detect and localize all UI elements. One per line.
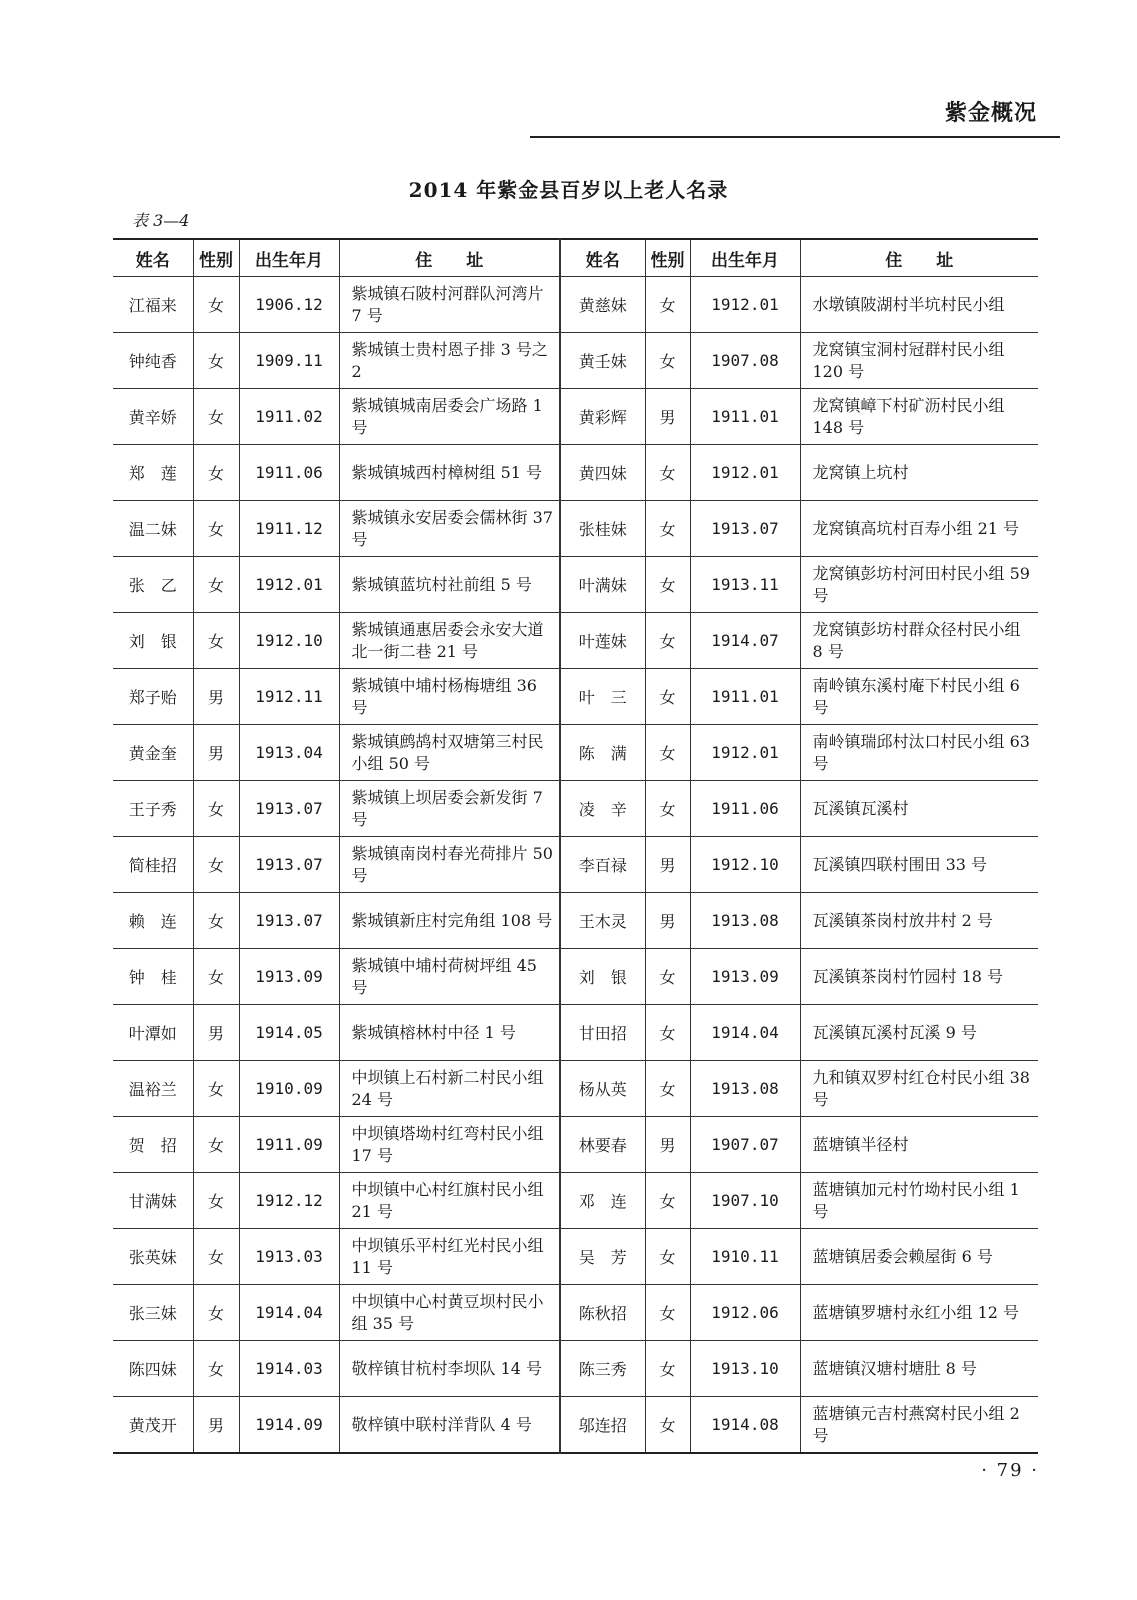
- name-cell: 张桂妹: [560, 501, 645, 557]
- birth-cell: 1913.11: [690, 557, 800, 613]
- address-cell: 瓦溪镇茶岗村竹园村 18 号: [800, 949, 1038, 1005]
- gender-cell: 女: [645, 277, 690, 333]
- birth-cell: 1914.08: [690, 1397, 800, 1454]
- gender-cell: 女: [193, 445, 239, 501]
- name-cell: 甘满妹: [113, 1173, 193, 1229]
- gender-cell: 女: [645, 445, 690, 501]
- gender-cell: 男: [193, 669, 239, 725]
- name-cell: 黄壬妹: [560, 333, 645, 389]
- address-cell: 蓝塘镇居委会赖屋街 6 号: [800, 1229, 1038, 1285]
- gender-cell: 女: [645, 1229, 690, 1285]
- birth-cell: 1910.09: [239, 1061, 339, 1117]
- gender-cell: 女: [645, 1397, 690, 1454]
- gender-cell: 女: [193, 501, 239, 557]
- address-cell: 中坝镇中心村红旗村民小组 21 号: [339, 1173, 560, 1229]
- birth-cell: 1913.07: [239, 893, 339, 949]
- table-row: [113, 277, 1038, 333]
- table-row: [113, 669, 1038, 725]
- name-cell: 邬连招: [560, 1397, 645, 1454]
- table-row: [113, 333, 1038, 389]
- address-cell: 中坝镇塔坳村红弯村民小组 17 号: [339, 1117, 560, 1173]
- gender-cell: 女: [645, 1005, 690, 1061]
- name-cell: 王子秀: [113, 781, 193, 837]
- name-cell: 叶 三: [560, 669, 645, 725]
- birth-cell: 1914.03: [239, 1341, 339, 1397]
- birth-cell: 1914.05: [239, 1005, 339, 1061]
- birth-cell: 1914.07: [690, 613, 800, 669]
- name-cell: 黄彩辉: [560, 389, 645, 445]
- address-cell: 敬梓镇中联村洋背队 4 号: [339, 1397, 560, 1454]
- table-row: [113, 1285, 1038, 1341]
- gender-cell: 女: [193, 1173, 239, 1229]
- address-cell: 中坝镇中心村黄豆坝村民小组 35 号: [339, 1285, 560, 1341]
- table-row: [113, 557, 1038, 613]
- address-cell: 紫城镇城西村樟树组 51 号: [339, 445, 560, 501]
- birth-cell: 1911.09: [239, 1117, 339, 1173]
- page-number: · 79 ·: [981, 1460, 1039, 1481]
- birth-cell: 1907.07: [690, 1117, 800, 1173]
- name-cell: 钟纯香: [113, 333, 193, 389]
- name-cell: 郑子贻: [113, 669, 193, 725]
- address-cell: 龙窝镇上坑村: [800, 445, 1038, 501]
- address-cell: 瓦溪镇四联村围田 33 号: [800, 837, 1038, 893]
- name-cell: 温二妹: [113, 501, 193, 557]
- birth-cell: 1913.10: [690, 1341, 800, 1397]
- gender-cell: 女: [645, 613, 690, 669]
- gender-cell: 女: [645, 501, 690, 557]
- table-row: [113, 389, 1038, 445]
- name-cell: 黄慈妹: [560, 277, 645, 333]
- name-cell: 李百禄: [560, 837, 645, 893]
- section-header-title: 紫金概况: [944, 101, 1037, 126]
- name-cell: 杨从英: [560, 1061, 645, 1117]
- name-cell: 陈秋招: [560, 1285, 645, 1341]
- name-cell: 钟 桂: [113, 949, 193, 1005]
- page-title: 2014 年紫金县百岁以上老人名录: [408, 178, 729, 202]
- gender-cell: 男: [193, 1005, 239, 1061]
- address-cell: 瓦溪镇瓦溪村: [800, 781, 1038, 837]
- birth-cell: 1911.01: [690, 389, 800, 445]
- address-cell: 紫城镇石陂村河群队河湾片 7 号: [339, 277, 560, 333]
- address-cell: 中坝镇乐平村红光村民小组 11 号: [339, 1229, 560, 1285]
- address-cell: 蓝塘镇加元村竹坳村民小组 1 号: [800, 1173, 1038, 1229]
- birth-cell: 1913.04: [239, 725, 339, 781]
- address-cell: 水墩镇陂湖村半坑村民小组: [800, 277, 1038, 333]
- address-cell: 紫城镇鹧鸪村双塘第三村民小组 50 号: [339, 725, 560, 781]
- name-cell: 张 乙: [113, 557, 193, 613]
- table-row: [113, 837, 1038, 893]
- gender-cell: 男: [645, 837, 690, 893]
- gender-cell: 女: [193, 781, 239, 837]
- birth-cell: 1912.10: [239, 613, 339, 669]
- gender-cell: 女: [645, 333, 690, 389]
- table-row: [113, 1117, 1038, 1173]
- header-address: 住 址: [339, 239, 560, 277]
- birth-cell: 1914.04: [239, 1285, 339, 1341]
- birth-cell: 1911.01: [690, 669, 800, 725]
- table-body: [113, 277, 1038, 1454]
- table-row: [113, 613, 1038, 669]
- name-cell: 张三妹: [113, 1285, 193, 1341]
- name-cell: 陈 满: [560, 725, 645, 781]
- address-cell: 瓦溪镇瓦溪村瓦溪 9 号: [800, 1005, 1038, 1061]
- gender-cell: 女: [645, 1061, 690, 1117]
- gender-cell: 女: [645, 1285, 690, 1341]
- gender-cell: 女: [193, 1285, 239, 1341]
- name-cell: 刘 银: [560, 949, 645, 1005]
- table-row: [113, 501, 1038, 557]
- gender-cell: 女: [645, 557, 690, 613]
- address-cell: 龙窝镇宝洞村冠群村民小组 120 号: [800, 333, 1038, 389]
- name-cell: 甘田招: [560, 1005, 645, 1061]
- address-cell: 蓝塘镇罗塘村永红小组 12 号: [800, 1285, 1038, 1341]
- name-cell: 林要春: [560, 1117, 645, 1173]
- gender-cell: 男: [645, 1117, 690, 1173]
- birth-cell: 1909.11: [239, 333, 339, 389]
- birth-cell: 1912.01: [239, 557, 339, 613]
- address-cell: 蓝塘镇汉塘村塘肚 8 号: [800, 1341, 1038, 1397]
- name-cell: 凌 辛: [560, 781, 645, 837]
- table-row: [113, 781, 1038, 837]
- address-cell: 紫城镇士贵村恩子排 3 号之 2: [339, 333, 560, 389]
- name-cell: 叶满妹: [560, 557, 645, 613]
- gender-cell: 女: [193, 1061, 239, 1117]
- gender-cell: 女: [645, 781, 690, 837]
- header-birth-2: 出生年月: [690, 239, 800, 277]
- name-cell: 郑 莲: [113, 445, 193, 501]
- table-row: [113, 1061, 1038, 1117]
- address-cell: 紫城镇中埔村杨梅塘组 36 号: [339, 669, 560, 725]
- name-cell: 王木灵: [560, 893, 645, 949]
- name-cell: 邓 连: [560, 1173, 645, 1229]
- gender-cell: 女: [193, 893, 239, 949]
- name-cell: 黄四妹: [560, 445, 645, 501]
- birth-cell: 1907.08: [690, 333, 800, 389]
- name-cell: 叶莲妹: [560, 613, 645, 669]
- table-row: [113, 1341, 1038, 1397]
- address-cell: 紫城镇新庄村完角组 108 号: [339, 893, 560, 949]
- birth-cell: 1912.10: [690, 837, 800, 893]
- birth-cell: 1913.03: [239, 1229, 339, 1285]
- table-label: 表 3—4: [132, 211, 190, 230]
- gender-cell: 女: [193, 557, 239, 613]
- birth-cell: 1911.02: [239, 389, 339, 445]
- address-cell: 紫城镇上坝居委会新发街 7 号: [339, 781, 560, 837]
- gender-cell: 女: [193, 1341, 239, 1397]
- name-cell: 贺 招: [113, 1117, 193, 1173]
- gender-cell: 女: [193, 949, 239, 1005]
- gender-cell: 女: [645, 949, 690, 1005]
- birth-cell: 1911.12: [239, 501, 339, 557]
- address-cell: 紫城镇永安居委会儒林街 37 号: [339, 501, 560, 557]
- address-cell: 龙窝镇高坑村百寿小组 21 号: [800, 501, 1038, 557]
- birth-cell: 1913.07: [690, 501, 800, 557]
- birth-cell: 1911.06: [690, 781, 800, 837]
- birth-cell: 1914.09: [239, 1397, 339, 1454]
- birth-cell: 1906.12: [239, 277, 339, 333]
- name-cell: 刘 银: [113, 613, 193, 669]
- gender-cell: 女: [193, 277, 239, 333]
- name-cell: 陈三秀: [560, 1341, 645, 1397]
- table-row: [113, 725, 1038, 781]
- address-cell: 南岭镇东溪村庵下村民小组 6 号: [800, 669, 1038, 725]
- address-cell: 蓝塘镇半径村: [800, 1117, 1038, 1173]
- birth-cell: 1911.06: [239, 445, 339, 501]
- address-cell: 敬梓镇甘杭村李坝队 14 号: [339, 1341, 560, 1397]
- table-row: [113, 1229, 1038, 1285]
- name-cell: 叶潭如: [113, 1005, 193, 1061]
- birth-cell: 1910.11: [690, 1229, 800, 1285]
- name-cell: 张英妹: [113, 1229, 193, 1285]
- address-cell: 紫城镇榕林村中径 1 号: [339, 1005, 560, 1061]
- table-row: [113, 445, 1038, 501]
- address-cell: 南岭镇瑞邱村汰口村民小组 63 号: [800, 725, 1038, 781]
- gender-cell: 女: [193, 837, 239, 893]
- name-cell: 吴 芳: [560, 1229, 645, 1285]
- gender-cell: 女: [645, 1341, 690, 1397]
- birth-cell: 1914.04: [690, 1005, 800, 1061]
- birth-cell: 1912.06: [690, 1285, 800, 1341]
- birth-cell: 1913.07: [239, 837, 339, 893]
- gender-cell: 男: [645, 389, 690, 445]
- header-rule: [530, 136, 1060, 138]
- birth-cell: 1913.08: [690, 893, 800, 949]
- name-cell: 江福来: [113, 277, 193, 333]
- header-gender-2: 性别: [645, 239, 690, 277]
- name-cell: 赖 连: [113, 893, 193, 949]
- address-cell: 紫城镇城南居委会广场路 1 号: [339, 389, 560, 445]
- address-cell: 瓦溪镇茶岗村放井村 2 号: [800, 893, 1038, 949]
- gender-cell: 男: [193, 725, 239, 781]
- gender-cell: 女: [645, 669, 690, 725]
- birth-cell: 1912.01: [690, 725, 800, 781]
- gender-cell: 女: [193, 1117, 239, 1173]
- address-cell: 蓝塘镇元吉村燕窝村民小组 2 号: [800, 1397, 1038, 1454]
- gender-cell: 男: [645, 893, 690, 949]
- gender-cell: 女: [193, 389, 239, 445]
- address-cell: 紫城镇通惠居委会永安大道北一街二巷 21 号: [339, 613, 560, 669]
- name-cell: 黄茂开: [113, 1397, 193, 1454]
- table-header-row: [113, 239, 1038, 277]
- birth-cell: 1912.11: [239, 669, 339, 725]
- gender-cell: 女: [645, 1173, 690, 1229]
- birth-cell: 1907.10: [690, 1173, 800, 1229]
- address-cell: 中坝镇上石村新二村民小组 24 号: [339, 1061, 560, 1117]
- table-row: [113, 1173, 1038, 1229]
- name-cell: 黄金奎: [113, 725, 193, 781]
- table-row: [113, 949, 1038, 1005]
- address-cell: 龙窝镇彭坊村河田村民小组 59 号: [800, 557, 1038, 613]
- name-cell: 温裕兰: [113, 1061, 193, 1117]
- table-row: [113, 1005, 1038, 1061]
- birth-cell: 1913.07: [239, 781, 339, 837]
- birth-cell: 1912.01: [690, 445, 800, 501]
- header-gender: 性别: [193, 239, 239, 277]
- header-name-2: 姓名: [560, 239, 645, 277]
- gender-cell: 男: [193, 1397, 239, 1454]
- birth-cell: 1912.12: [239, 1173, 339, 1229]
- birth-cell: 1913.09: [690, 949, 800, 1005]
- gender-cell: 女: [193, 613, 239, 669]
- name-cell: 简桂招: [113, 837, 193, 893]
- address-cell: 九和镇双罗村红仓村民小组 38 号: [800, 1061, 1038, 1117]
- birth-cell: 1913.09: [239, 949, 339, 1005]
- address-cell: 紫城镇蓝坑村社前组 5 号: [339, 557, 560, 613]
- header-name: 姓名: [113, 239, 193, 277]
- name-cell: 陈四妹: [113, 1341, 193, 1397]
- name-cell: 黄辛娇: [113, 389, 193, 445]
- birth-cell: 1913.08: [690, 1061, 800, 1117]
- header-birth: 出生年月: [239, 239, 339, 277]
- gender-cell: 女: [645, 725, 690, 781]
- address-cell: 龙窝镇彭坊村群众径村民小组 8 号: [800, 613, 1038, 669]
- table-row: [113, 1397, 1038, 1454]
- address-cell: 龙窝镇嶂下村矿沥村民小组 148 号: [800, 389, 1038, 445]
- gender-cell: 女: [193, 1229, 239, 1285]
- birth-cell: 1912.01: [690, 277, 800, 333]
- gender-cell: 女: [193, 333, 239, 389]
- header-address-2: 住 址: [800, 239, 1038, 277]
- table-row: [113, 893, 1038, 949]
- centenarian-table: [113, 238, 1038, 1454]
- address-cell: 紫城镇中埔村荷树坪组 45 号: [339, 949, 560, 1005]
- address-cell: 紫城镇南岗村春光荷排片 50 号: [339, 837, 560, 893]
